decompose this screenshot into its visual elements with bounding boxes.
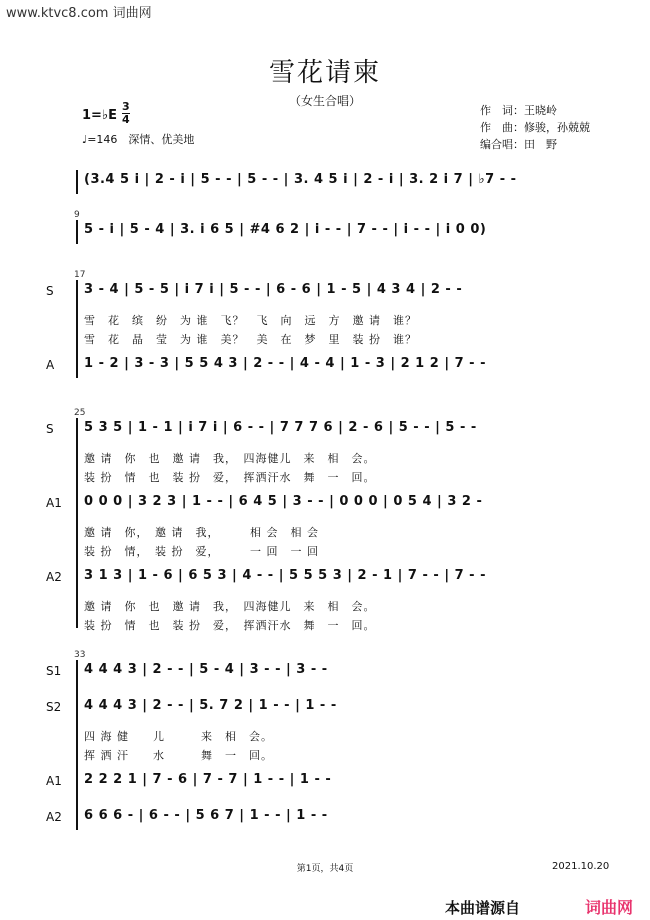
credit-arranger: 编合唱：田 野 xyxy=(480,138,557,151)
key-signature: 1=♭E xyxy=(82,108,117,123)
notation-line: 3 1 3 | 1 - 6 | 6 5 3 | 4 - - | 5 5 5 3 | 2 - 1 | 7 - - | 7 - - xyxy=(84,568,486,583)
page-number: 第1页，共4页 xyxy=(296,864,354,874)
notation-line: 3 - 4 | 5 - 5 | i 7 i | 5 - - | 6 - 6 | 1 - 5 | 4 3 4 | 2 - - xyxy=(84,282,463,297)
voice-label: A1 xyxy=(46,774,62,788)
measure-number: 25 xyxy=(74,408,86,418)
lyric-line: 邀 请 你 也 邀 请 我， 四海健儿 来 相 会。 xyxy=(84,452,376,465)
notation-line: 5 - i | 5 - 4 | 3. i 6 5 | #4 6 2 | i - - | 7 - - | i - - | i 0 0) xyxy=(84,222,487,237)
date: 2021.10.20 xyxy=(552,861,610,872)
time-signature xyxy=(122,101,130,126)
lyric-line: 四 海 健 儿 来 相 会。 xyxy=(84,730,273,743)
voice-label: A2 xyxy=(46,570,62,584)
time-top: 3 xyxy=(122,100,130,113)
credit-composer: 作 曲：修骏，孙兢兢 xyxy=(480,121,590,134)
lyric-line: 装 扮 情 也 装 扮 爱， 挥洒汗水 舞 一 回。 xyxy=(84,471,376,484)
notation-line: 4 4 4 3 | 2 - - | 5 - 4 | 3 - - | 3 - - xyxy=(84,662,328,677)
notation-line: 2 2 2 1 | 7 - 6 | 7 - 7 | 1 - - | 1 - - xyxy=(84,772,332,787)
notation-line: (3.4 5 i | 2 - i | 5 - - | 5 - - | 3. 4 5 i | 2 - i | 3. 2 i 7 | ♭7 - - xyxy=(84,172,517,187)
lyric-line: 挥 洒 汗 水 舞 一 回。 xyxy=(84,749,273,762)
voice-label: A xyxy=(46,358,55,372)
voice-label: S xyxy=(46,284,54,298)
lyric-line: 装 扮 情， 装 扮 爱， 一 回 一 回 xyxy=(84,545,319,558)
time-bottom: 4 xyxy=(122,113,130,126)
system-bracket xyxy=(76,220,78,244)
measure-number: 9 xyxy=(74,210,80,220)
site-logo: 词曲网 xyxy=(585,898,634,917)
song-title: 雪花请柬 xyxy=(268,58,381,88)
voice-label: S1 xyxy=(46,664,62,678)
notation-line: 4 4 4 3 | 2 - - | 5. 7 2 | 1 - - | 1 - - xyxy=(84,698,337,713)
voice-label: S xyxy=(46,422,54,436)
lyric-line: 雪 花 缤 纷 为 谁 飞？ 飞 向 远 方 邀 请 谁？ xyxy=(84,314,417,327)
lyric-line: 雪 花 晶 莹 为 谁 美？ 美 在 梦 里 装 扮 谁？ xyxy=(84,333,417,346)
notation-line: 5 3 5 | 1 - 1 | i 7 i | 6 - - | 7 7 7 6 | 2 - 6 | 5 - - | 5 - - xyxy=(84,420,477,435)
credits xyxy=(480,102,590,153)
tempo-marking: ♩=146 深情、优美地 xyxy=(82,133,195,146)
voice-label: A2 xyxy=(46,810,62,824)
measure-number: 17 xyxy=(74,270,86,280)
source-text: 本曲谱源自 xyxy=(445,899,521,917)
system-bracket xyxy=(76,280,78,378)
voice-label: A1 xyxy=(46,496,62,510)
notation-line: 6 6 6 - | 6 - - | 5 6 7 | 1 - - | 1 - - xyxy=(84,808,328,823)
lyric-line: 邀 请 你， 邀 请 我， 相 会 相 会 xyxy=(84,526,319,539)
watermark: www.ktvc8.com 词曲网 xyxy=(6,6,152,21)
lyric-line: 装 扮 情 也 装 扮 爱， 挥洒汗水 舞 一 回。 xyxy=(84,619,376,632)
lyric-line: 邀 请 你 也 邀 请 我， 四海健儿 来 相 会。 xyxy=(84,600,376,613)
system-bracket xyxy=(76,170,78,194)
voice-label: S2 xyxy=(46,700,62,714)
system-bracket xyxy=(76,418,78,628)
notation-line: 1 - 2 | 3 - 3 | 5 5 4 3 | 2 - - | 4 - 4 | 1 - 3 | 2 1 2 | 7 - - xyxy=(84,356,486,371)
notation-line: 0 0 0 | 3 2 3 | 1 - - | 6 4 5 | 3 - - | 0 0 0 | 0 5 4 | 3 2 - xyxy=(84,494,483,509)
measure-number: 33 xyxy=(74,650,86,660)
credit-lyricist: 作 词：王晓岭 xyxy=(480,104,557,117)
system-bracket xyxy=(76,660,78,830)
song-subtitle: （女生合唱） xyxy=(288,94,361,108)
